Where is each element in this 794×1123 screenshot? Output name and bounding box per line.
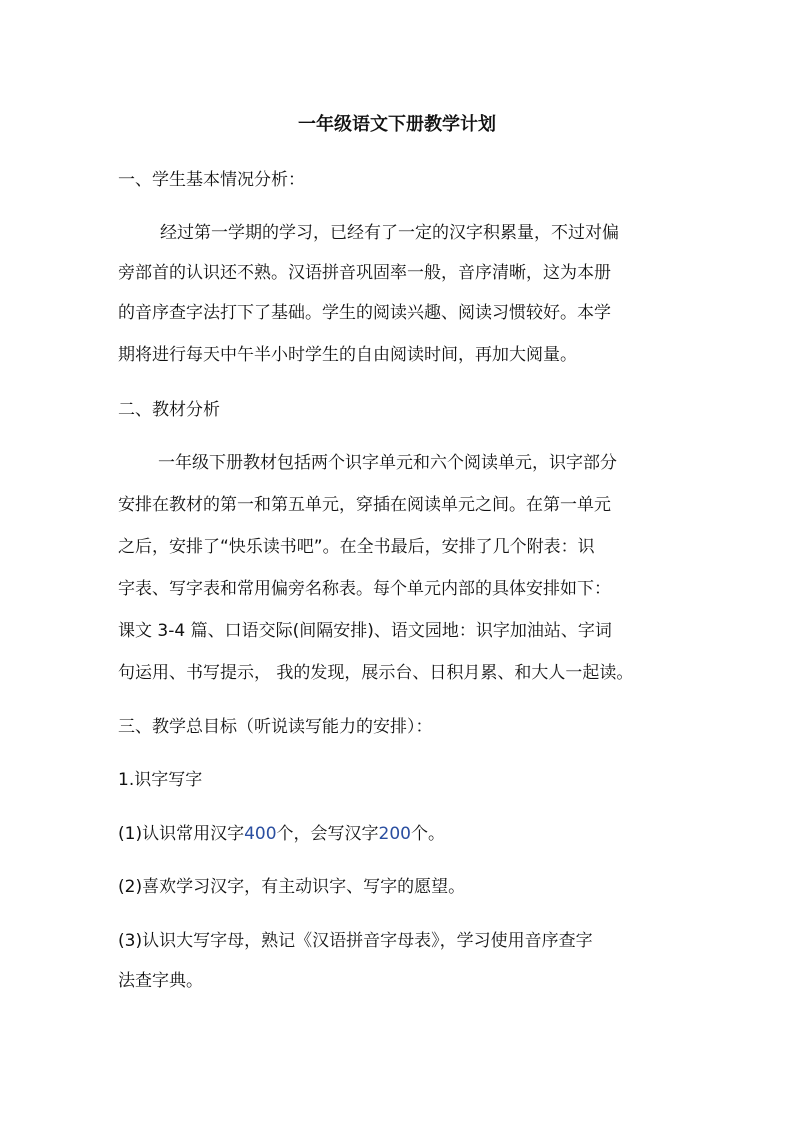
section2-heading: 二、教材分析	[118, 400, 220, 420]
item1-middle: 个，会写汉字	[276, 824, 379, 844]
section1-line-1: 经过第一学期的学习，已经有了一定的汉字积累量，不过对偏	[160, 223, 619, 243]
section2-line-4: 字表、写字表和常用偏旁名称表。每个单元内部的具体安排如下：	[118, 579, 611, 599]
section2-line-5: 课文 3-4 篇、口语交际(间隔安排)、语文园地：识字加油站、字词	[118, 621, 612, 641]
section2-line-2: 安排在教材的第一和第五单元，穿插在阅读单元之间。在第一单元	[118, 495, 611, 515]
document-title: 一年级语文下册教学计划	[298, 114, 496, 135]
section3-item-1	[118, 823, 445, 845]
section2-line-1: 一年级下册教材包括两个识字单元和六个阅读单元，识字部分	[158, 453, 617, 473]
item1-number-b: 200	[378, 824, 411, 844]
section3-subheading: 1.识字写字	[118, 770, 203, 790]
section2-line-3: 之后，安排了“快乐读书吧”。在全书最后，安排了几个附表：识	[118, 537, 595, 557]
section2-line-6: 句运用、书写提示， 我的发现，展示台、日积月累、和大人一起读。	[118, 663, 634, 683]
item1-prefix: (1)认识常用汉字	[118, 824, 245, 844]
section1-heading: 一、学生基本情况分析：	[118, 170, 305, 190]
section1-line-4: 期将进行每天中午半小时学生的自由阅读时间，再加大阅量。	[118, 345, 577, 365]
item1-suffix: 个。	[411, 824, 445, 844]
section3-heading: 三、教学总目标（听说读写能力的安排）：	[118, 717, 433, 737]
section3-item-3-line-1: (3)认识大写字母，熟记《汉语拼音字母表》，学习使用音序查字	[118, 931, 593, 951]
item1-number-a: 400	[244, 824, 277, 844]
section1-line-3: 的音序查字法打下了基础。学生的阅读兴趣、阅读习惯较好。本学	[118, 303, 611, 323]
section3-item-2: (2)喜欢学习汉字，有主动识字、写字的愿望。	[118, 877, 466, 897]
section1-line-2: 旁部首的认识还不熟。汉语拼音巩固率一般，音序清晰，这为本册	[118, 263, 611, 283]
section3-item-3-line-2: 法查字典。	[118, 971, 203, 991]
